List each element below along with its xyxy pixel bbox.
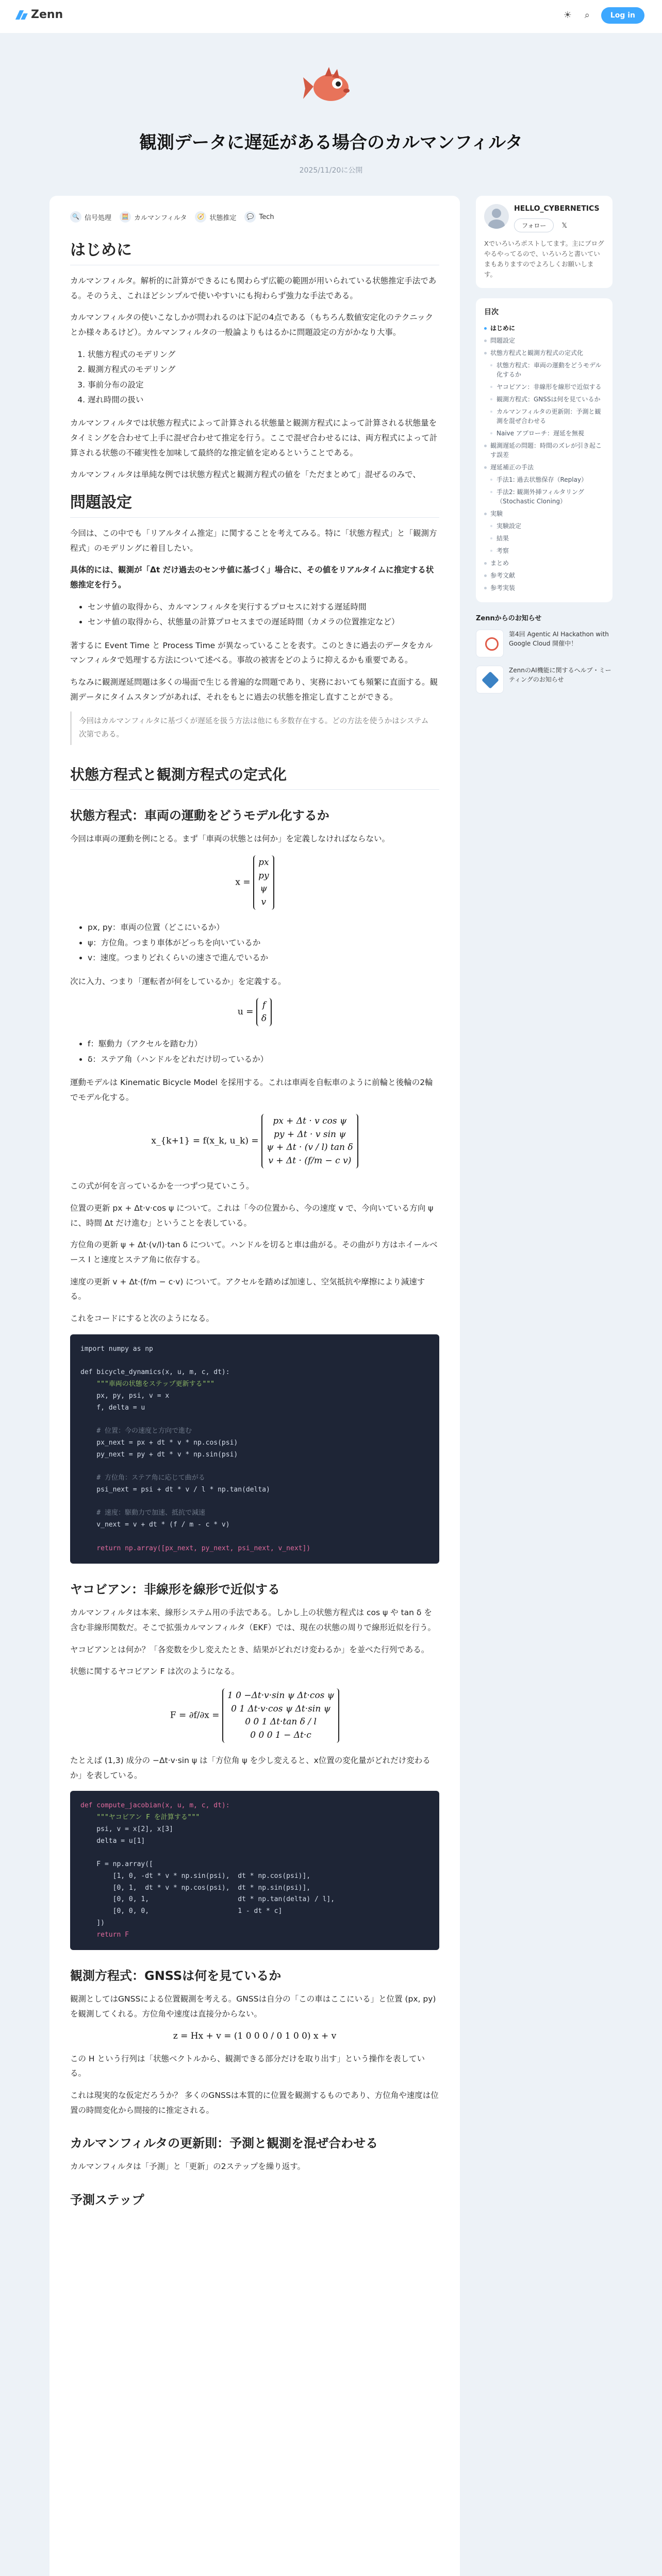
brand-name: Zenn — [31, 8, 63, 21]
input-vector — [256, 998, 272, 1026]
announcement-thumbnail-icon — [476, 630, 504, 657]
toc-item[interactable]: 問題設定 — [484, 334, 604, 347]
matrix-row: 0 1 Δt·v·cos ψ Δt·sin ψ — [231, 1703, 331, 1714]
paragraph: 次に入力、つまり「運転者が何をしているか」を定義する。 — [70, 976, 286, 986]
list-item: • px, py：車両の位置（どこにいるか） — [88, 920, 439, 935]
x-link-icon[interactable]: 𝕏 — [561, 222, 567, 230]
published-date: 2025/11/20に公開 — [299, 166, 363, 175]
vec-entry: ψ — [260, 884, 267, 894]
code-line: [0, 0, 0, 1 - dt * c] — [80, 1907, 283, 1916]
avatar[interactable] — [484, 204, 509, 229]
login-button[interactable]: Log in — [601, 7, 644, 24]
motion-model-equation — [70, 1114, 439, 1168]
zenn-logo[interactable] — [16, 8, 63, 21]
paragraph: カルマンフィルタは本来、線形システム用の手法である。しかし上の状態方程式は cos ψ や tan δ を含む非線形関数だ。そこで拡張カルマンフィルタ（EKF）では、現在の状態の周りで線形近似を行う。 — [70, 1608, 436, 1632]
article-title: 観測データに遅延がある場合のカルマンフィルタ — [139, 132, 523, 153]
state-vector-equation — [70, 855, 439, 910]
list-item: 1. 状態方程式のモデリング — [88, 347, 439, 362]
code-line: [0, 1, dt * v * np.cos(psi), dt * np.sin(psi)], — [80, 1884, 311, 1892]
eq-lhs: x = — [235, 877, 251, 888]
toc-item[interactable]: 参考文献 — [484, 569, 604, 582]
paragraph: 今回は車両の運動を例にとる。まず「車両の状態とは何か」を定義しなければならない。 — [70, 834, 390, 843]
topic-icon: 🔍 — [70, 211, 81, 223]
sidebar — [476, 196, 613, 702]
toc-item[interactable]: 考察 — [484, 545, 604, 557]
paragraph: たとえば (1,3) 成分の −Δt·v·sin ψ は「方位角 ψ を少し変えると、x位置の変化量がどれだけ変わるか」を表している。 — [70, 1756, 431, 1780]
toc-title: 目次 — [484, 308, 499, 317]
matrix-row: ψ + Δt · (v / l) tan δ — [267, 1142, 353, 1153]
paragraph: 位置の更新 px + Δt·v·cos ψ について。これは「今の位置から、今の速度 v で、今向いている方向 ψ に、時間 Δt だけ進む」ということを表している。 — [70, 1204, 434, 1228]
code-line: px, py, psi, v = x — [80, 1392, 170, 1400]
heading-problem: 問題設定 — [70, 489, 439, 518]
topic-icon: 🧭 — [195, 211, 206, 223]
toc-card — [476, 298, 613, 602]
code-line: return F — [80, 1930, 129, 1939]
topic-tag[interactable] — [70, 211, 111, 223]
toc-item[interactable]: まとめ — [484, 557, 604, 569]
toc-item[interactable]: カルマンフィルタの更新則：予測と観測を混ぜ合わせる — [484, 405, 604, 427]
topic-label: 信号処理 — [85, 214, 112, 222]
toc-item[interactable]: ヤコビアン：非線形を線形で近似する — [484, 381, 604, 393]
code-line: psi, v = x[2], x[3] — [80, 1825, 174, 1833]
problem-list — [88, 600, 439, 630]
toc-item[interactable]: 遅延補正の手法 — [484, 461, 604, 473]
toc-list — [484, 322, 604, 594]
heading-intro: はじめに — [70, 237, 439, 265]
code-line: def compute_jacobian(x, u, m, c, dt): — [80, 1802, 230, 1810]
announcements-title: Zennからのお知らせ — [476, 615, 542, 623]
paragraph: カルマンフィルタでは状態方程式によって計算される状態量と観測方程式によって計算される状態量をタイミングを合わせて上手に混ぜ合わせて推定を行う。ここで混ぜ合わせるには、両方程式によって計算される状態の不確実性を加味して最終的な推定値を定めるということである。 — [70, 418, 438, 457]
code-line: """車両の状態をステップ更新する""" — [80, 1380, 215, 1388]
code-block[interactable] — [70, 1334, 439, 1564]
jacobian-matrix — [222, 1688, 339, 1743]
paragraph: カルマンフィルタは「予測」と「更新」の2ステップを繰り返す。 — [70, 2162, 305, 2172]
code-line: import numpy as np — [80, 1345, 153, 1353]
heading-jacobian: ヤコビアン：非線形を線形で近似する — [70, 1582, 280, 1597]
paragraph: この H という行列は「状態ベクトルから、観測できる部分だけを取り出す」という操作を表している。 — [70, 2054, 425, 2078]
vec-entry: v — [261, 896, 267, 907]
search-icon[interactable]: ⌕ — [584, 10, 590, 21]
code-line: # 方位角：ステア角に応じて曲がる — [80, 1474, 205, 1482]
observation-equation: z = Hx + v = (1 0 0 0 / 0 1 0 0) x + v — [173, 2030, 337, 2041]
toc-item[interactable]: 観測遅延の問題：時間のズレが引き起こす誤差 — [484, 439, 604, 461]
matrix-row: 1 0 −Δt·v·sin ψ Δt·cos ψ — [227, 1690, 335, 1701]
toc-item[interactable]: 参考実装 — [484, 582, 604, 594]
code-line: f, delta = u — [80, 1403, 145, 1412]
topic-icon: 💬 — [244, 211, 256, 223]
heading-model: 状態方程式と観測方程式の定式化 — [70, 764, 439, 790]
toc-item[interactable]: 実験設定 — [484, 520, 604, 532]
heading-state: 状態方程式：車両の運動をどうモデル化するか — [70, 808, 329, 823]
theme-toggle-icon[interactable]: ☀ — [563, 10, 572, 21]
paragraph: 速度の更新 v + Δt·(f/m − c·v) について。アクセルを踏めば加速し、空気抵抗や摩擦により減速する。 — [70, 1277, 425, 1301]
toc-item[interactable]: 手法2: 観測外挿フィルタリング（Stochastic Cloning） — [484, 486, 604, 507]
paragraph: 運動モデルは Kinematic Bicycle Model を採用する。これは車両を自転車のように前輪と後輪の2輪でモデル化する。 — [70, 1078, 433, 1102]
motion-model-matrix — [261, 1114, 358, 1168]
paragraph: ヤコビアンとは何か？「各変数を少し変えたとき、結果がどれだけ変わるか」を並べた行列である。 — [70, 1645, 429, 1654]
list-item: 2. 観測方程式のモデリング — [88, 362, 439, 377]
toc-item[interactable]: 観測方程式：GNSSは何を見ているか — [484, 393, 604, 405]
topic-icon: 🧮 — [120, 211, 131, 223]
code-line: py_next = py + dt * v * np.sin(psi) — [80, 1450, 238, 1459]
vec-entry: py — [258, 870, 269, 881]
toc-item[interactable]: 手法1: 過去状態保存（Replay） — [484, 473, 604, 486]
code-line: px_next = px + dt * v * np.cos(psi) — [80, 1438, 238, 1447]
input-list — [88, 1037, 439, 1067]
article-body — [49, 196, 460, 2576]
code-line: [1, 0, -dt * v * np.sin(psi), dt * np.cos(psi)], — [80, 1872, 311, 1880]
topic-tag[interactable] — [195, 211, 236, 223]
matrix-row: py + Δt · v sin ψ — [273, 1129, 346, 1140]
paragraph: 方位角の更新 ψ + Δt·(v/l)·tan δ について。ハンドルを切ると車は曲がる。その曲がり方はホイールベース l と速度とステア角に依存する。 — [70, 1240, 438, 1265]
heading-predict: 予測ステップ — [70, 2193, 144, 2208]
topic-label: Tech — [259, 213, 274, 221]
list-item: • ψ：方位角。つまり車体がどっちを向いているか — [88, 936, 439, 951]
article-hero — [0, 57, 662, 175]
vec-entry: f — [262, 1000, 266, 1011]
code-line: v_next = v + dt * (f / m - c * v) — [80, 1521, 230, 1529]
code-line: # 位置：今の速度と方向で進む — [80, 1427, 192, 1435]
paragraph: カルマンフィルタは単純な例では状態方程式と観測方程式の値を「ただまとめて」混ぜるのみで、 — [70, 470, 421, 480]
paragraph: カルマンフィルタ。解析的に計算ができるにも関わらず広範の範囲が用いられている状態推定手法である。そのうえ、これほどシンプルで使いやすいにも拘わらず強力な手法である。 — [70, 276, 437, 300]
matrix-row: 0 0 1 Δt·tan δ / l — [245, 1717, 317, 1727]
author-card — [476, 196, 613, 288]
announcement-item[interactable] — [476, 666, 613, 693]
bold-text: 具体的には、観測が「Δt だけ過去のセンサ値に基づく」場合に、その値をリアルタイムに推定する状態推定を行う。 — [70, 565, 434, 590]
matrix-row: 0 0 0 1 − Δt·c — [250, 1730, 311, 1740]
list-item: • δ：ステア角（ハンドルをどれだけ切っているか） — [88, 1052, 439, 1067]
toc-item[interactable]: はじめに — [484, 322, 604, 334]
code-line: def bicycle_dynamics(x, u, m, c, dt): — [80, 1368, 230, 1377]
state-vector — [253, 855, 274, 910]
list-item: • v：速度。つまりどれくらいの速さで進んでいるか — [88, 951, 439, 965]
author-bio: Xでいろいろポストしてます。主にブログやるやってるので、いろいろと書いていまもありますのでよろしくお願いします。 — [484, 240, 604, 279]
topic-tag[interactable] — [244, 211, 274, 223]
note-block: 今回はカルマンフィルタに基づくが遅延を扱う方法は他にも多数存在する。どの方法を使うかはシステム次第である。 — [70, 711, 439, 744]
paragraph: これは現実的な仮定だろうか？ 多くのGNSSは本質的に位置を観測するものであり、方位角や速度は位置の時間変化から間接的に推定される。 — [70, 2091, 439, 2115]
eq-lhs: x_{k+1} = f(x_k, u_k) = — [151, 1136, 259, 1146]
announcement-thumbnail-icon — [476, 666, 504, 693]
follow-button[interactable]: フォロー — [514, 218, 554, 232]
code-line: [0, 0, 1, dt * np.tan(delta) / l], — [80, 1895, 335, 1904]
vec-entry: px — [258, 857, 269, 868]
state-list — [88, 920, 439, 965]
site-header — [0, 0, 662, 33]
topic-tag[interactable] — [120, 211, 187, 223]
heading-update: カルマンフィルタの更新則：予測と観測を混ぜ合わせる — [70, 2136, 378, 2151]
code-line: # 速度：駆動力で加速、抵抗で減速 — [80, 1509, 205, 1517]
topic-label: 状態推定 — [209, 214, 237, 222]
eq-lhs: F = ∂f/∂x = — [170, 1710, 220, 1721]
list-item: • センサ値の取得から、状態量の計算プロセスまでの遅延時間（カメラの位置推定など） — [88, 615, 439, 630]
author-name[interactable]: HELLO_CYBERNETICS — [514, 205, 600, 213]
code-line: return np.array([px_next, py_next, psi_next, v_next]) — [80, 1544, 311, 1552]
intro-list — [88, 347, 439, 408]
paragraph — [70, 563, 439, 592]
toc-item[interactable]: 結果 — [484, 532, 604, 545]
list-item: 3. 事前分布の設定 — [88, 378, 439, 393]
paragraph: 著するに Event Time と Process Time が異なっていることを表す。このときに過去のデータをカルマンフィルタで処理する方法について述べる。事故の被害をどのように抑えるかも重要である。 — [70, 640, 433, 665]
heading-observation: 観測方程式：GNSSは何を見ているか — [70, 1969, 282, 1984]
list-item: • センサ値の取得から、カルマンフィルタを実行するプロセスに対する遅延時間 — [88, 600, 439, 615]
vec-entry: δ — [261, 1013, 267, 1024]
paragraph: 状態に関するヤコビアン F は次のようになる。 — [70, 1667, 240, 1676]
toc-item[interactable]: Naive アプローチ：遅延を無視 — [484, 427, 604, 439]
code-block[interactable] — [70, 1791, 439, 1950]
announcement-text: 第4回 Agentic AI Hackathon with Google Cloud 開催中！ — [509, 631, 609, 648]
paragraph: この式が何を言っているかを一つずつ見ていこう。 — [70, 1181, 254, 1191]
paragraph: これをコードにすると次のようになる。 — [70, 1314, 214, 1324]
announcement-item[interactable] — [476, 630, 613, 657]
code-line: ]) — [80, 1919, 105, 1927]
paragraph: 観測としてはGNSSによる位置観測を考える。GNSSは自分の「この車はここにいる」と位置 (px, py) を観測してくれる。方位角や速度は直接分からない。 — [70, 1994, 436, 2019]
code-line: """ヤコビアン F を計算する""" — [80, 1814, 200, 1822]
paragraph: ちなみに観測遅延問題は多くの場面で生じる普遍的な問題であり、実務においても頻繁に直面する。観測データにタイムスタンプがあれば、それをもとに過去の状態を推定し直すことができる。 — [70, 677, 438, 702]
toc-item[interactable]: 実験 — [484, 507, 604, 520]
toc-item[interactable]: 状態方程式と観測方程式の定式化 — [484, 347, 604, 359]
code-line: delta = u[1] — [80, 1837, 145, 1845]
topic-list — [70, 211, 439, 223]
code-line: psi_next = psi + dt * v / l * np.tan(delta) — [80, 1485, 270, 1494]
topic-label: カルマンフィルタ — [134, 214, 187, 222]
article-emoji-icon — [300, 57, 362, 113]
paragraph: カルマンフィルタの使いこなしかが問われるのは下記の4点である（もちろん数値安定化のテクニックとか様々あるけど）。カルマンフィルタの一般論よりもはるかに問題設定の方がかなり大事。 — [70, 313, 433, 337]
eq-lhs: u = — [237, 1007, 254, 1018]
zenn-logo-icon — [16, 9, 28, 21]
paragraph: 今回は、この中でも「リアルタイム推定」に関することを考えてみる。特に「状態方程式」と「観測方程式」のモデリングに着目したい。 — [70, 529, 437, 553]
announcements — [476, 613, 613, 693]
announcement-text: ZennのAI機能に関するヘルプ・ミーティングのお知らせ — [509, 667, 611, 684]
input-vector-equation — [70, 998, 439, 1026]
code-line: F = np.array([ — [80, 1860, 153, 1869]
toc-item[interactable]: 状態方程式：車両の運動をどうモデル化するか — [484, 359, 604, 381]
list-item: 4. 遅れ時間の扱い — [88, 393, 439, 408]
list-item: • f：駆動力（アクセルを踏む力） — [88, 1037, 439, 1052]
jacobian-equation — [70, 1688, 439, 1743]
matrix-row: px + Δt · v cos ψ — [273, 1116, 347, 1127]
matrix-row: v + Δt · (f/m − c v) — [268, 1155, 352, 1166]
